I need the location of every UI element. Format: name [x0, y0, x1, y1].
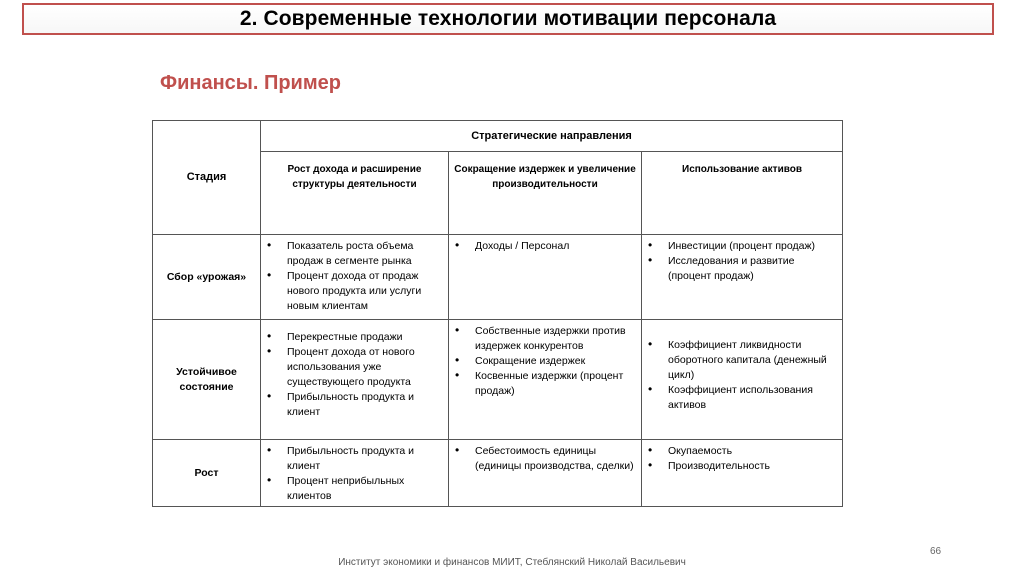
list-item: • Окупаемость — [648, 443, 733, 457]
list-item: • Производительность — [648, 458, 770, 472]
list-item: • Показатель роста объема продаж в сегменте рынка — [267, 238, 414, 267]
table-row — [153, 320, 843, 440]
list-item: • Коэффициент ликвидности оборотного капитала (денежный цикл) — [648, 337, 827, 381]
list-item: • Исследования и развитие (процент продаж) — [648, 253, 795, 282]
table-cell — [261, 235, 449, 320]
table-cell — [449, 440, 642, 507]
list-item: • Сокращение издержек — [455, 353, 586, 367]
table-row — [153, 440, 843, 507]
list-item: • Коэффициент использования активов — [648, 382, 813, 411]
slide-title: 2. Современные технологии мотивации персонала — [239, 7, 777, 30]
list-item: • Процент дохода от нового использования уже существующего продукта — [267, 344, 415, 388]
table-cell — [449, 320, 642, 440]
stage-label: Устойчивое состояние — [153, 320, 261, 440]
page-number: 66 — [930, 546, 942, 557]
strategic-header: Стратегические направления — [261, 121, 843, 152]
list-item: • Перекрестные продажи — [267, 329, 403, 343]
list-item: • Косвенные издержки (процент продаж) — [455, 368, 624, 397]
column-header: Сокращение издержек и увеличение производительности — [449, 152, 642, 235]
table-cell — [261, 440, 449, 507]
list-item: • Собственные издержки против издержек конкурентов — [455, 323, 626, 352]
column-header: Использование активов — [642, 152, 843, 235]
list-item: • Инвестиции (процент продаж) — [648, 238, 815, 252]
list-item: • Процент дохода от продаж нового продукта или услуги новым клиентам — [267, 268, 422, 312]
table-row — [153, 235, 843, 320]
title-box — [22, 3, 994, 35]
list-item: • Процент неприбыльных клиентов — [267, 473, 405, 502]
table-cell — [642, 440, 843, 507]
list-item: • Доходы / Персонал — [455, 238, 570, 252]
footer-text: Институт экономики и финансов МИИТ, Стеблянский Николай Васильевич — [338, 557, 686, 568]
slide-subtitle: Финансы. Пример — [160, 72, 341, 94]
table-cell — [261, 320, 449, 440]
table-cell — [449, 235, 642, 320]
stage-label: Рост — [153, 440, 261, 507]
column-header: Рост дохода и расширение структуры деятельности — [261, 152, 449, 235]
list-item: • Прибыльность продукта и клиент — [267, 389, 415, 418]
stage-header: Стадия — [153, 121, 261, 235]
stage-label: Сбор «урожая» — [153, 235, 261, 320]
table-cell — [642, 320, 843, 440]
table-cell — [642, 235, 843, 320]
list-item: • Прибыльность продукта и клиент — [267, 443, 415, 472]
list-item: • Себестоимость единицы (единицы производства, сделки) — [455, 443, 634, 472]
strategy-table — [152, 120, 843, 507]
